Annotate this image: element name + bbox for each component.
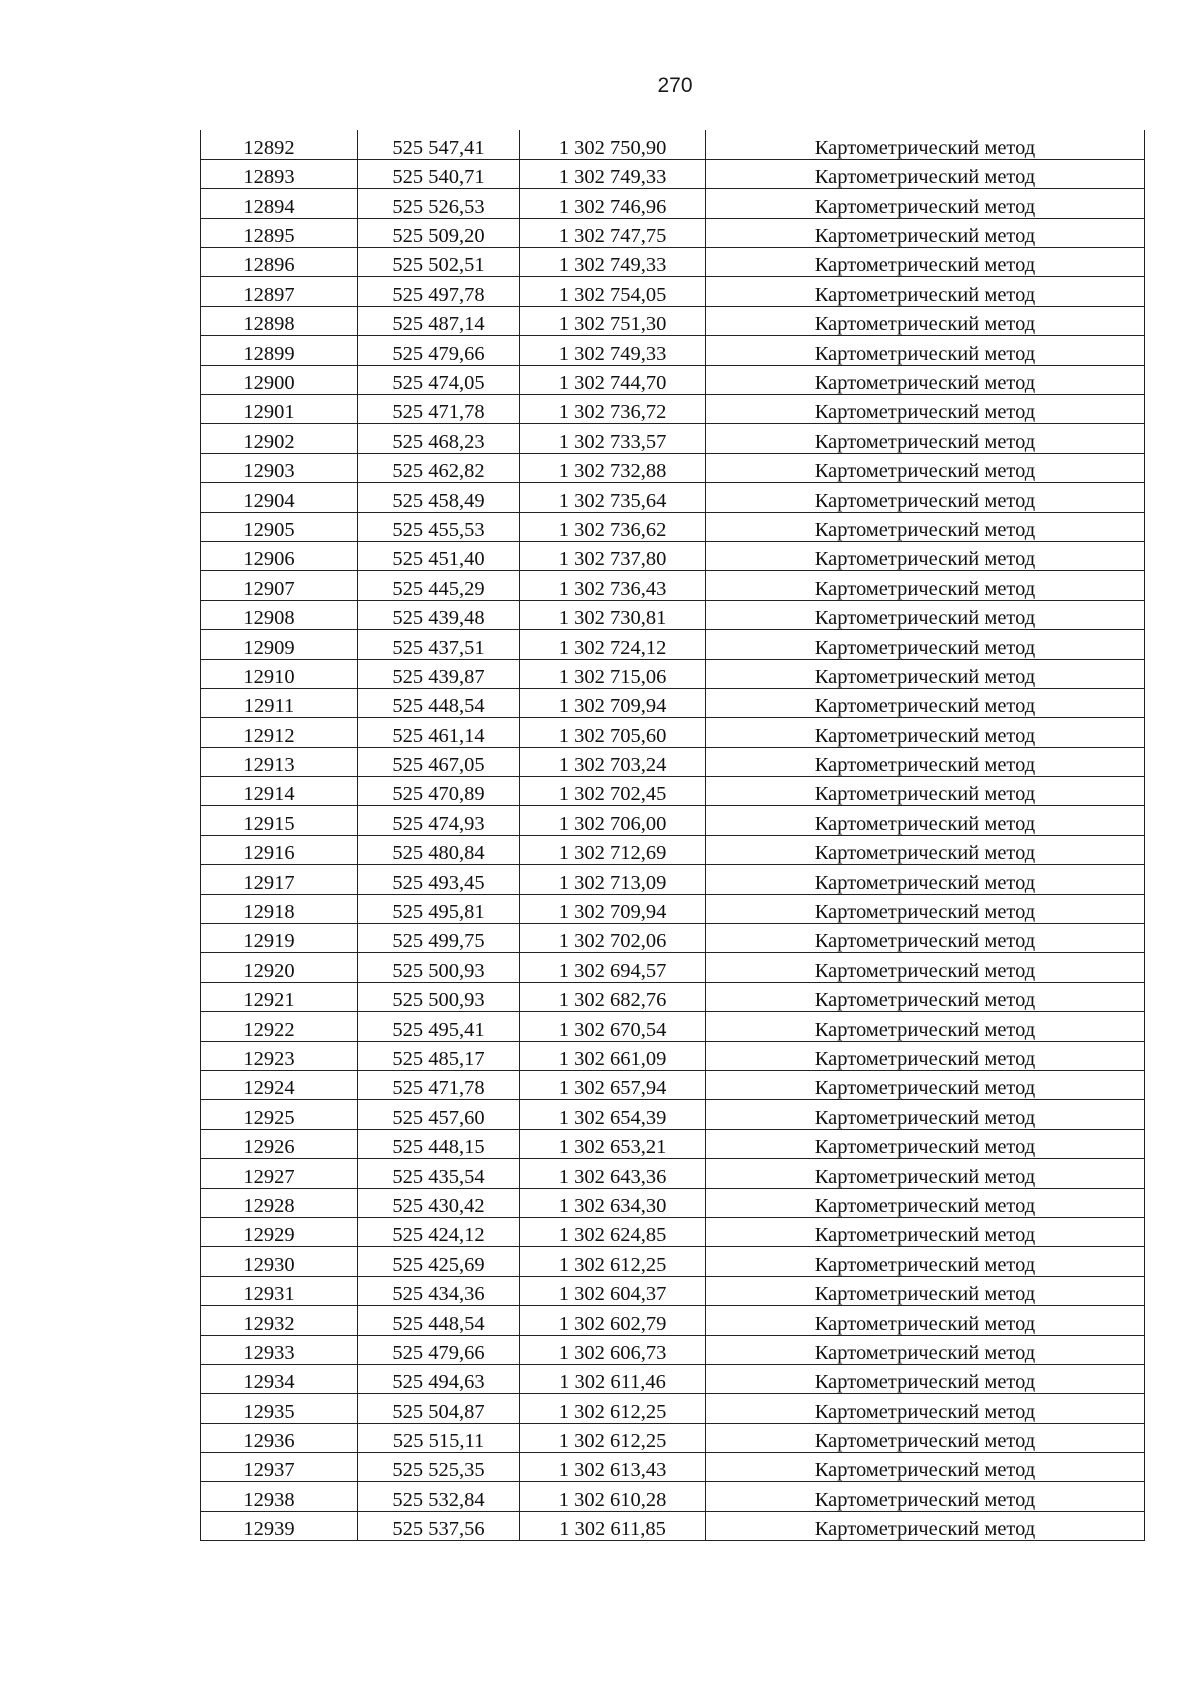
point-number-cell: 12932 <box>201 1306 358 1335</box>
coordinate-x-cell: 525 439,87 <box>358 659 520 688</box>
point-number-cell: 12899 <box>201 336 358 365</box>
coordinate-x-cell: 525 424,12 <box>358 1217 520 1246</box>
method-cell: Картометрический метод <box>706 894 1145 923</box>
table-row <box>201 688 1145 717</box>
point-number-cell: 12929 <box>201 1217 358 1246</box>
coordinate-x-cell: 525 537,56 <box>358 1511 520 1540</box>
table-row <box>201 130 1145 159</box>
method-cell: Картометрический метод <box>706 1100 1145 1129</box>
table-row <box>201 1423 1145 1452</box>
coordinate-x-cell: 525 451,40 <box>358 541 520 570</box>
table-row <box>201 1041 1145 1070</box>
method-cell: Картометрический метод <box>706 512 1145 541</box>
coordinate-y-cell: 1 302 732,88 <box>520 453 706 482</box>
point-number-cell: 12927 <box>201 1159 358 1188</box>
table-row <box>201 571 1145 600</box>
coordinate-x-cell: 525 480,84 <box>358 835 520 864</box>
method-cell: Картометрический метод <box>706 1511 1145 1540</box>
point-number-cell: 12908 <box>201 600 358 629</box>
point-number-cell: 12907 <box>201 571 358 600</box>
coordinate-y-cell: 1 302 730,81 <box>520 600 706 629</box>
method-cell: Картометрический метод <box>706 1276 1145 1305</box>
method-cell: Картометрический метод <box>706 1012 1145 1041</box>
point-number-cell: 12901 <box>201 395 358 424</box>
coordinate-x-cell: 525 532,84 <box>358 1482 520 1511</box>
table-row <box>201 1159 1145 1188</box>
coordinate-y-cell: 1 302 733,57 <box>520 424 706 453</box>
coordinate-x-cell: 525 430,42 <box>358 1188 520 1217</box>
table-row <box>201 865 1145 894</box>
coordinate-y-cell: 1 302 682,76 <box>520 982 706 1011</box>
coordinate-y-cell: 1 302 749,33 <box>520 159 706 188</box>
table-row <box>201 953 1145 982</box>
coordinate-y-cell: 1 302 610,28 <box>520 1482 706 1511</box>
coordinate-x-cell: 525 499,75 <box>358 924 520 953</box>
point-number-cell: 12921 <box>201 982 358 1011</box>
method-cell: Картометрический метод <box>706 777 1145 806</box>
table-row <box>201 336 1145 365</box>
coordinate-y-cell: 1 302 670,54 <box>520 1012 706 1041</box>
table-row <box>201 453 1145 482</box>
table-row <box>201 777 1145 806</box>
coordinate-y-cell: 1 302 705,60 <box>520 718 706 747</box>
coordinate-x-cell: 525 479,66 <box>358 336 520 365</box>
coordinate-x-cell: 525 494,63 <box>358 1364 520 1393</box>
point-number-cell: 12910 <box>201 659 358 688</box>
method-cell: Картометрический метод <box>706 747 1145 776</box>
method-cell: Картометрический метод <box>706 1394 1145 1423</box>
coordinate-y-cell: 1 302 747,75 <box>520 218 706 247</box>
coordinate-y-cell: 1 302 709,94 <box>520 894 706 923</box>
table-row <box>201 600 1145 629</box>
coordinate-y-cell: 1 302 736,72 <box>520 395 706 424</box>
table-row <box>201 1306 1145 1335</box>
method-cell: Картометрический метод <box>706 718 1145 747</box>
table-row <box>201 806 1145 835</box>
table-row <box>201 512 1145 541</box>
point-number-cell: 12939 <box>201 1511 358 1540</box>
point-number-cell: 12924 <box>201 1071 358 1100</box>
page-number: 270 <box>657 74 693 97</box>
table-row <box>201 1394 1145 1423</box>
method-cell: Картометрический метод <box>706 571 1145 600</box>
method-cell: Картометрический метод <box>706 1364 1145 1393</box>
coordinate-y-cell: 1 302 643,36 <box>520 1159 706 1188</box>
coordinate-x-cell: 525 495,81 <box>358 894 520 923</box>
point-number-cell: 12933 <box>201 1335 358 1364</box>
point-number-cell: 12914 <box>201 777 358 806</box>
coordinate-x-cell: 525 448,15 <box>358 1129 520 1158</box>
coordinate-x-cell: 525 485,17 <box>358 1041 520 1070</box>
coordinate-x-cell: 525 497,78 <box>358 277 520 306</box>
method-cell: Картометрический метод <box>706 483 1145 512</box>
point-number-cell: 12915 <box>201 806 358 835</box>
method-cell: Картометрический метод <box>706 1247 1145 1276</box>
coordinate-x-cell: 525 455,53 <box>358 512 520 541</box>
coordinate-y-cell: 1 302 653,21 <box>520 1129 706 1158</box>
table-row <box>201 306 1145 335</box>
point-number-cell: 12937 <box>201 1453 358 1482</box>
method-cell: Картометрический метод <box>706 1335 1145 1364</box>
point-number-cell: 12893 <box>201 159 358 188</box>
point-number-cell: 12898 <box>201 306 358 335</box>
table-row <box>201 1100 1145 1129</box>
point-number-cell: 12902 <box>201 424 358 453</box>
point-number-cell: 12938 <box>201 1482 358 1511</box>
coordinate-y-cell: 1 302 712,69 <box>520 835 706 864</box>
coordinate-x-cell: 525 471,78 <box>358 1071 520 1100</box>
method-cell: Картометрический метод <box>706 336 1145 365</box>
table-row <box>201 483 1145 512</box>
coordinate-x-cell: 525 487,14 <box>358 306 520 335</box>
coordinate-y-cell: 1 302 613,43 <box>520 1453 706 1482</box>
method-cell: Картометрический метод <box>706 1159 1145 1188</box>
method-cell: Картометрический метод <box>706 395 1145 424</box>
method-cell: Картометрический метод <box>706 688 1145 717</box>
table-row <box>201 395 1145 424</box>
point-number-cell: 12918 <box>201 894 358 923</box>
coordinate-x-cell: 525 495,41 <box>358 1012 520 1041</box>
coordinate-x-cell: 525 435,54 <box>358 1159 520 1188</box>
coordinate-y-cell: 1 302 702,45 <box>520 777 706 806</box>
coordinate-x-cell: 525 448,54 <box>358 688 520 717</box>
point-number-cell: 12904 <box>201 483 358 512</box>
coordinate-x-cell: 525 515,11 <box>358 1423 520 1452</box>
method-cell: Картометрический метод <box>706 600 1145 629</box>
method-cell: Картометрический метод <box>706 424 1145 453</box>
method-cell: Картометрический метод <box>706 865 1145 894</box>
coordinate-x-cell: 525 457,60 <box>358 1100 520 1129</box>
method-cell: Картометрический метод <box>706 953 1145 982</box>
method-cell: Картометрический метод <box>706 1129 1145 1158</box>
coordinate-x-cell: 525 547,41 <box>358 130 520 159</box>
coordinate-y-cell: 1 302 713,09 <box>520 865 706 894</box>
table-row <box>201 189 1145 218</box>
coordinate-x-cell: 525 509,20 <box>358 218 520 247</box>
coordinate-y-cell: 1 302 724,12 <box>520 630 706 659</box>
coordinate-y-cell: 1 302 736,43 <box>520 571 706 600</box>
method-cell: Картометрический метод <box>706 1071 1145 1100</box>
coordinate-y-cell: 1 302 654,39 <box>520 1100 706 1129</box>
coordinate-x-cell: 525 468,23 <box>358 424 520 453</box>
point-number-cell: 12894 <box>201 189 358 218</box>
coordinate-x-cell: 525 526,53 <box>358 189 520 218</box>
coordinate-y-cell: 1 302 751,30 <box>520 306 706 335</box>
coordinate-x-cell: 525 500,93 <box>358 953 520 982</box>
method-cell: Картометрический метод <box>706 218 1145 247</box>
point-number-cell: 12919 <box>201 924 358 953</box>
method-cell: Картометрический метод <box>706 982 1145 1011</box>
coordinate-y-cell: 1 302 737,80 <box>520 541 706 570</box>
coordinate-x-cell: 525 470,89 <box>358 777 520 806</box>
coordinate-y-cell: 1 302 634,30 <box>520 1188 706 1217</box>
method-cell: Картометрический метод <box>706 159 1145 188</box>
coordinate-y-cell: 1 302 744,70 <box>520 365 706 394</box>
table-row <box>201 630 1145 659</box>
coordinate-y-cell: 1 302 750,90 <box>520 130 706 159</box>
table-row <box>201 1012 1145 1041</box>
coordinate-x-cell: 525 467,05 <box>358 747 520 776</box>
table-row <box>201 1276 1145 1305</box>
point-number-cell: 12896 <box>201 248 358 277</box>
coordinate-y-cell: 1 302 703,24 <box>520 747 706 776</box>
coordinate-y-cell: 1 302 604,37 <box>520 1276 706 1305</box>
coordinate-y-cell: 1 302 715,06 <box>520 659 706 688</box>
point-number-cell: 12922 <box>201 1012 358 1041</box>
point-number-cell: 12911 <box>201 688 358 717</box>
point-number-cell: 12917 <box>201 865 358 894</box>
table-row <box>201 982 1145 1011</box>
coordinate-y-cell: 1 302 749,33 <box>520 248 706 277</box>
coordinate-x-cell: 525 448,54 <box>358 1306 520 1335</box>
method-cell: Картометрический метод <box>706 1453 1145 1482</box>
coordinate-y-cell: 1 302 706,00 <box>520 806 706 835</box>
point-number-cell: 12930 <box>201 1247 358 1276</box>
table-row <box>201 659 1145 688</box>
table-row <box>201 365 1145 394</box>
table-row <box>201 894 1145 923</box>
table-row <box>201 718 1145 747</box>
coordinates-table-body <box>201 130 1145 1541</box>
coordinate-x-cell: 525 493,45 <box>358 865 520 894</box>
coordinate-y-cell: 1 302 694,57 <box>520 953 706 982</box>
coordinate-x-cell: 525 525,35 <box>358 1453 520 1482</box>
table-row <box>201 1129 1145 1158</box>
coordinate-x-cell: 525 474,93 <box>358 806 520 835</box>
coordinate-y-cell: 1 302 602,79 <box>520 1306 706 1335</box>
point-number-cell: 12934 <box>201 1364 358 1393</box>
coordinate-x-cell: 525 504,87 <box>358 1394 520 1423</box>
table-row <box>201 1217 1145 1246</box>
coordinate-y-cell: 1 302 624,85 <box>520 1217 706 1246</box>
coordinate-x-cell: 525 500,93 <box>358 982 520 1011</box>
method-cell: Картометрический метод <box>706 277 1145 306</box>
table-row <box>201 218 1145 247</box>
table-row <box>201 924 1145 953</box>
method-cell: Картометрический метод <box>706 1217 1145 1246</box>
method-cell: Картометрический метод <box>706 1306 1145 1335</box>
table-row <box>201 1335 1145 1364</box>
table-row <box>201 1511 1145 1540</box>
coordinate-y-cell: 1 302 606,73 <box>520 1335 706 1364</box>
point-number-cell: 12897 <box>201 277 358 306</box>
point-number-cell: 12928 <box>201 1188 358 1217</box>
table-row <box>201 1482 1145 1511</box>
coordinate-y-cell: 1 302 735,64 <box>520 483 706 512</box>
table-row <box>201 1364 1145 1393</box>
method-cell: Картометрический метод <box>706 659 1145 688</box>
coordinate-x-cell: 525 471,78 <box>358 395 520 424</box>
coordinate-x-cell: 525 425,69 <box>358 1247 520 1276</box>
coordinate-x-cell: 525 540,71 <box>358 159 520 188</box>
coordinate-x-cell: 525 437,51 <box>358 630 520 659</box>
table-row <box>201 1071 1145 1100</box>
coordinate-y-cell: 1 302 612,25 <box>520 1247 706 1276</box>
point-number-cell: 12926 <box>201 1129 358 1158</box>
method-cell: Картометрический метод <box>706 541 1145 570</box>
point-number-cell: 12905 <box>201 512 358 541</box>
method-cell: Картометрический метод <box>706 130 1145 159</box>
table-row <box>201 835 1145 864</box>
method-cell: Картометрический метод <box>706 1482 1145 1511</box>
coordinate-x-cell: 525 502,51 <box>358 248 520 277</box>
coordinate-y-cell: 1 302 611,85 <box>520 1511 706 1540</box>
point-number-cell: 12912 <box>201 718 358 747</box>
coordinate-x-cell: 525 439,48 <box>358 600 520 629</box>
method-cell: Картометрический метод <box>706 306 1145 335</box>
method-cell: Картометрический метод <box>706 924 1145 953</box>
coordinate-y-cell: 1 302 612,25 <box>520 1423 706 1452</box>
point-number-cell: 12903 <box>201 453 358 482</box>
point-number-cell: 12931 <box>201 1276 358 1305</box>
coordinate-y-cell: 1 302 709,94 <box>520 688 706 717</box>
table-row <box>201 248 1145 277</box>
table-row <box>201 1188 1145 1217</box>
coordinate-x-cell: 525 461,14 <box>358 718 520 747</box>
method-cell: Картометрический метод <box>706 806 1145 835</box>
coordinate-y-cell: 1 302 702,06 <box>520 924 706 953</box>
coordinate-x-cell: 525 474,05 <box>358 365 520 394</box>
method-cell: Картометрический метод <box>706 453 1145 482</box>
point-number-cell: 12895 <box>201 218 358 247</box>
point-number-cell: 12916 <box>201 835 358 864</box>
method-cell: Картометрический метод <box>706 365 1145 394</box>
method-cell: Картометрический метод <box>706 1423 1145 1452</box>
method-cell: Картометрический метод <box>706 248 1145 277</box>
coordinate-y-cell: 1 302 746,96 <box>520 189 706 218</box>
point-number-cell: 12920 <box>201 953 358 982</box>
method-cell: Картометрический метод <box>706 1041 1145 1070</box>
table-row <box>201 541 1145 570</box>
method-cell: Картометрический метод <box>706 630 1145 659</box>
point-number-cell: 12913 <box>201 747 358 776</box>
table-row <box>201 1453 1145 1482</box>
coordinates-table <box>200 130 1145 1541</box>
table-row <box>201 277 1145 306</box>
coordinate-y-cell: 1 302 736,62 <box>520 512 706 541</box>
point-number-cell: 12900 <box>201 365 358 394</box>
method-cell: Картометрический метод <box>706 1188 1145 1217</box>
coordinate-x-cell: 525 458,49 <box>358 483 520 512</box>
table-row <box>201 159 1145 188</box>
coordinate-y-cell: 1 302 749,33 <box>520 336 706 365</box>
coordinate-x-cell: 525 434,36 <box>358 1276 520 1305</box>
point-number-cell: 12936 <box>201 1423 358 1452</box>
method-cell: Картометрический метод <box>706 189 1145 218</box>
coordinate-x-cell: 525 479,66 <box>358 1335 520 1364</box>
point-number-cell: 12892 <box>201 130 358 159</box>
coordinate-y-cell: 1 302 661,09 <box>520 1041 706 1070</box>
point-number-cell: 12923 <box>201 1041 358 1070</box>
coordinate-y-cell: 1 302 612,25 <box>520 1394 706 1423</box>
coordinate-y-cell: 1 302 754,05 <box>520 277 706 306</box>
table-row <box>201 747 1145 776</box>
coordinate-x-cell: 525 445,29 <box>358 571 520 600</box>
point-number-cell: 12909 <box>201 630 358 659</box>
method-cell: Картометрический метод <box>706 835 1145 864</box>
table-row <box>201 424 1145 453</box>
point-number-cell: 12906 <box>201 541 358 570</box>
coordinate-y-cell: 1 302 657,94 <box>520 1071 706 1100</box>
coordinate-x-cell: 525 462,82 <box>358 453 520 482</box>
point-number-cell: 12925 <box>201 1100 358 1129</box>
coordinate-y-cell: 1 302 611,46 <box>520 1364 706 1393</box>
table-row <box>201 1247 1145 1276</box>
point-number-cell: 12935 <box>201 1394 358 1423</box>
